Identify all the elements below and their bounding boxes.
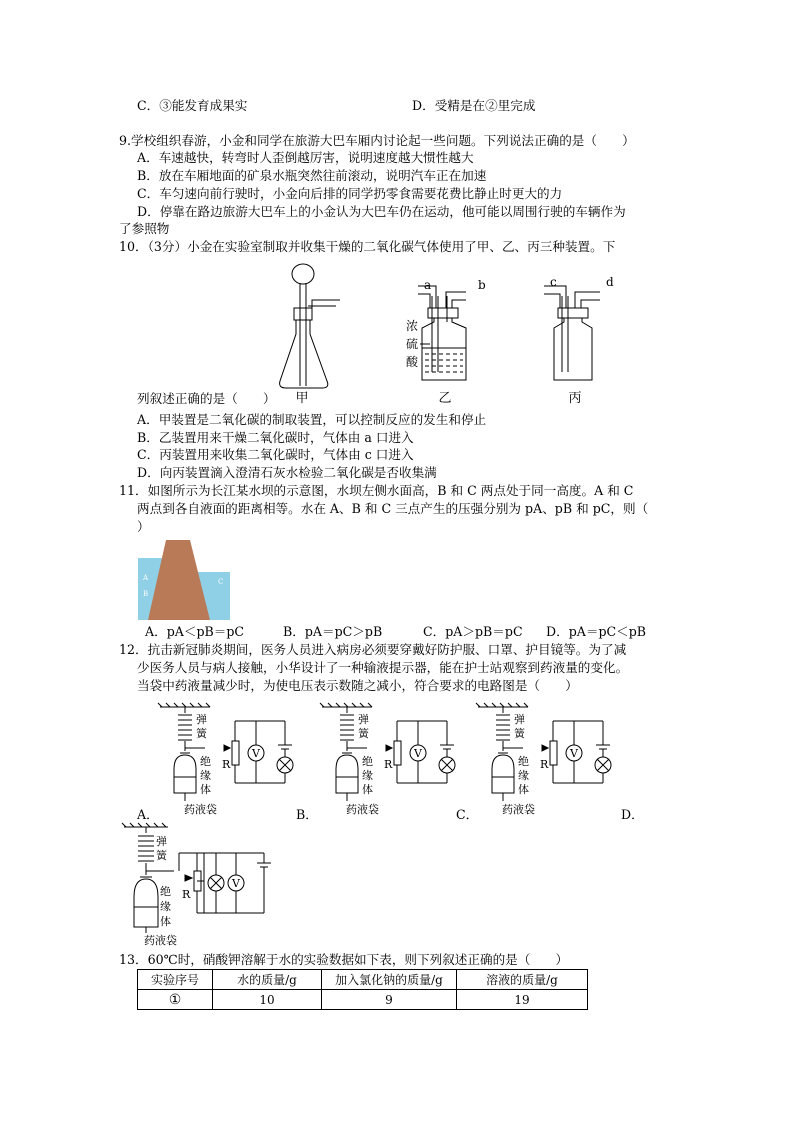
q10-option-b: B．乙装置用来干燥二氧化碳时，气体由 a 口进入 [137, 430, 414, 445]
q13-stem: 13．60℃时，硝酸钾溶解于水的实验数据如下表，则下列叙述正确的是（ ） [119, 952, 569, 967]
svg-text:药液袋: 药液袋 [502, 803, 535, 816]
q11-stem-1: 11．如图所示为长江某水坝的示意图，水坝左侧水面高，B 和 C 两点处于同一高度。A 和 C [119, 483, 634, 498]
svg-text:A: A [143, 574, 149, 582]
circuit-d [124, 823, 274, 948]
svg-text:V: V [252, 747, 260, 760]
q9-option-b: B．放在车厢地面的矿泉水瓶突然往前滚动，说明汽车正在加速 [137, 168, 487, 183]
q10-apparatus-figure [270, 256, 630, 406]
q9-option-a: A．车速越快，转弯时人歪倒越厉害，说明速度越大惯性越大 [137, 150, 474, 165]
svg-text:缘: 缘 [160, 900, 171, 913]
q10-option-d: D．向丙装置滴入澄清石灰水检验二氧化碳是否收集满 [137, 465, 437, 480]
svg-text:药液袋: 药液袋 [144, 934, 177, 947]
svg-text:V: V [232, 877, 240, 890]
circuit-a [160, 703, 300, 818]
table-cell: ① [138, 990, 213, 1010]
q12-stem-3: 当袋中药液量减少时，为使电压表示数随之减小，符合要求的电路图是（ ） [137, 678, 578, 693]
svg-text:药液袋: 药液袋 [184, 803, 217, 816]
svg-text:R: R [182, 888, 191, 901]
q10-stem: 10．（3分）小金在实验室制取并收集干燥的二氧化碳气体使用了甲、乙、丙三种装置。下 [119, 239, 616, 254]
q9-option-d: D．停靠在路边旅游大巴车上的小金认为大巴车仍在运动，他可能以周围行驶的车辆作为 [137, 204, 626, 219]
svg-text:体: 体 [518, 783, 529, 796]
q9-option-c: C．车匀速向前行驶时，小金向后排的同学扔零食需要花费比静止时更大的力 [137, 186, 563, 201]
svg-text:V: V [570, 747, 578, 760]
svg-text:绝: 绝 [362, 755, 373, 768]
q12-stem-2: 少医务人员与病人接触，小华设计了一种输液提示器，能在护士站观察到药液量的变化。 [137, 660, 629, 675]
svg-text:B: B [143, 590, 149, 598]
label-c: c [550, 275, 557, 289]
q11-stem-2: 两点到各自液面的距离相等。水在 A、B 和 C 三点产生的压强分别为 pA、pB 和 pC，则（ [137, 501, 649, 516]
svg-text:缘: 缘 [518, 769, 529, 782]
table-header: 实验序号 [138, 970, 213, 990]
svg-text:弹: 弹 [156, 835, 167, 848]
q10-option-a: A．甲装置是二氧化碳的制取装置，可以控制反应的发生和停止 [137, 412, 487, 427]
svg-text:簧: 簧 [358, 727, 369, 740]
svg-text:体: 体 [160, 915, 171, 928]
svg-text:绝: 绝 [160, 885, 171, 898]
svg-text:R: R [540, 758, 549, 771]
label-d: d [606, 275, 614, 289]
table-cell: 9 [322, 990, 457, 1010]
svg-text:药液袋: 药液袋 [346, 803, 379, 816]
q13-data-table [137, 969, 588, 1010]
q8-option-d: D．受精是在②里完成 [412, 98, 536, 113]
svg-text:绝: 绝 [200, 755, 211, 768]
svg-text:体: 体 [362, 783, 373, 796]
q11-option-b: B．pA＝pC＞pB [283, 624, 383, 639]
table-header-row [138, 970, 588, 990]
q12-label-d: D． [621, 807, 644, 822]
svg-text:弹: 弹 [358, 713, 369, 726]
bottle-yi [418, 286, 466, 380]
q12-label-c: C． [456, 807, 479, 822]
q9-stem: 9.学校组织春游，小金和同学在旅游大巴车厢内讨论起一些问题。下列说法正确的是（ ） [119, 133, 635, 148]
circuit-c [478, 703, 618, 818]
bottle-bing [544, 286, 600, 380]
q12-label-b: B． [296, 807, 318, 822]
q10-stem-cont: 列叙述正确的是（ ） [137, 391, 276, 406]
svg-text:簧: 簧 [514, 727, 525, 740]
acid-label-3: 酸 [406, 355, 419, 369]
bottle-yi-label: 乙 [438, 391, 452, 406]
svg-text:弹: 弹 [196, 713, 207, 726]
flask-jia-label: 甲 [295, 391, 309, 406]
q9-option-d-cont: 了参照物 [119, 221, 170, 236]
svg-text:弹: 弹 [514, 713, 525, 726]
table-header: 溶液的质量/g [457, 970, 588, 990]
svg-text:绝: 绝 [518, 755, 529, 768]
bottle-bing-label: 丙 [568, 391, 582, 406]
q10-option-c: C．丙装置用来收集二氧化碳时，气体由 c 口进入 [137, 447, 414, 462]
q12-label-a: A． [137, 807, 159, 822]
svg-text:C: C [218, 578, 224, 586]
q11-option-c: C．pA＞pB＝pC [423, 624, 523, 639]
svg-text:簧: 簧 [196, 727, 207, 740]
circuit-b [322, 703, 462, 818]
flask-jia [280, 264, 340, 388]
svg-text:体: 体 [200, 783, 211, 796]
q11-stem-3: ） [137, 519, 150, 534]
q11-option-a: A．pA＜pB＝pC [145, 624, 245, 639]
table-cell: 19 [457, 990, 588, 1010]
dam-figure [138, 540, 230, 620]
table-header: 加入氯化钠的质量/g [322, 970, 457, 990]
label-b: b [478, 278, 486, 292]
svg-text:V: V [414, 747, 422, 760]
svg-text:缘: 缘 [362, 769, 373, 782]
table-cell: 10 [213, 990, 322, 1010]
svg-text:缘: 缘 [200, 769, 211, 782]
q11-option-d: D．pA＝pC＜pB [546, 624, 647, 639]
svg-text:簧: 簧 [156, 849, 167, 862]
acid-label-2: 硫 [406, 337, 419, 351]
acid-label-1: 浓 [406, 319, 419, 333]
svg-text:R: R [384, 758, 393, 771]
svg-text:R: R [222, 758, 231, 771]
table-row [138, 990, 588, 1010]
q8-option-c: C．③能发育成果实 [137, 98, 248, 113]
q12-stem-1: 12．抗击新冠肺炎期间，医务人员进入病房必须要穿戴好防护服、口罩、护目镜等。为了减 [119, 642, 627, 657]
table-header: 水的质量/g [213, 970, 322, 990]
label-a: a [424, 278, 432, 292]
